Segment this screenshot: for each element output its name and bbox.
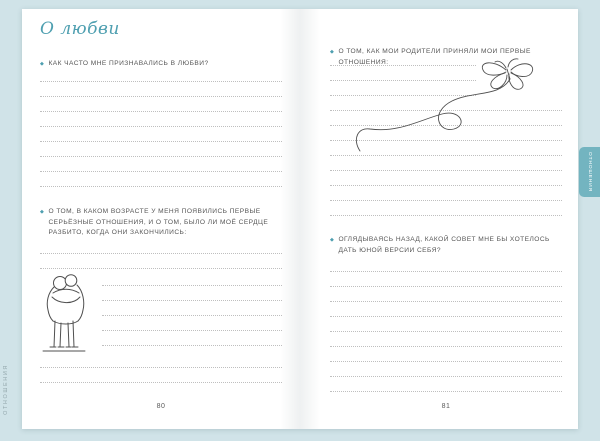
writing-line (40, 368, 282, 383)
writing-line (330, 317, 562, 332)
diamond-bullet-icon: ◆ (40, 209, 45, 215)
writing-line (330, 362, 562, 377)
writing-line (40, 157, 282, 172)
writing-line (330, 287, 562, 302)
writing-lines (40, 353, 282, 383)
writing-line (330, 347, 562, 362)
chapter-side-tab: ОТНОШЕНИЯ (579, 147, 600, 197)
diamond-bullet-icon: ◆ (40, 61, 45, 67)
writing-line (330, 51, 476, 66)
writing-line (40, 67, 282, 82)
page-right (330, 9, 562, 429)
prompt-text: О ТОМ, В КАКОМ ВОЗРАСТЕ У МЕНЯ ПОЯВИЛИСЬ ПЕРВЫЕ СЕРЬЁЗНЫЕ ОТНОШЕНИЯ, И О ТОМ, БЫЛО ЛИ МОЁ СЕРДЦЕ РАЗБИТО, КОГДА ОНИ ЗАКОНЧИЛИСЬ: (48, 208, 269, 237)
writing-line (330, 186, 562, 201)
writing-line (330, 332, 562, 347)
chapter-edge-label: ОТНОШЕНИЯ (3, 364, 9, 415)
prompt-text: ОГЛЯДЫВАЯСЬ НАЗАД, КАКОЙ СОВЕТ МНЕ БЫ ХОТЕЛОСЬ ДАТЬ ЮНОЙ ВЕРСИИ СЕБЯ? (338, 236, 550, 254)
writing-lines (330, 51, 476, 96)
page-title: О любви (40, 19, 120, 39)
page-number-right: 81 (441, 403, 451, 410)
writing-line (330, 96, 562, 111)
writing-line (330, 272, 562, 287)
writing-line (40, 172, 282, 187)
writing-line (330, 66, 476, 81)
writing-line (102, 301, 282, 316)
writing-line (102, 331, 282, 346)
diamond-bullet-icon: ◆ (330, 49, 335, 55)
writing-line (330, 126, 562, 141)
prompt-text: О ТОМ, КАК МОИ РОДИТЕЛИ ПРИНЯЛИ МОИ ПЕРВЫЕ ОТНОШЕНИЯ: (338, 48, 531, 66)
spread-spine-shadow (280, 9, 320, 429)
writing-line (40, 97, 282, 112)
writing-line (330, 81, 476, 96)
writing-line (330, 377, 562, 392)
writing-line (330, 257, 562, 272)
writing-line (330, 201, 562, 216)
writing-line (102, 316, 282, 331)
prompt-first-relationship (40, 207, 282, 239)
page-number-left: 80 (156, 403, 166, 410)
writing-line (40, 112, 282, 127)
writing-lines (330, 257, 562, 392)
writing-lines (40, 67, 282, 187)
journal-spread (22, 9, 578, 429)
writing-line (102, 286, 282, 301)
writing-line (40, 254, 282, 269)
prompt-advice-to-younger-self (330, 235, 562, 256)
writing-lines (330, 96, 562, 216)
writing-line (40, 142, 282, 157)
writing-lines (40, 239, 282, 269)
diamond-bullet-icon: ◆ (330, 237, 335, 243)
writing-line (40, 127, 282, 142)
writing-line (40, 239, 282, 254)
writing-line (330, 171, 562, 186)
writing-line (102, 271, 282, 286)
writing-line (40, 82, 282, 97)
writing-line (330, 111, 562, 126)
writing-line (330, 302, 562, 317)
writing-lines (102, 271, 282, 346)
writing-line (330, 141, 562, 156)
hugging-couple-illustration (38, 271, 94, 355)
prompt-text: КАК ЧАСТО МНЕ ПРИЗНАВАЛИСЬ В ЛЮБВИ? (48, 60, 209, 67)
writing-line (330, 156, 562, 171)
writing-line (40, 353, 282, 368)
page-left (40, 9, 282, 429)
